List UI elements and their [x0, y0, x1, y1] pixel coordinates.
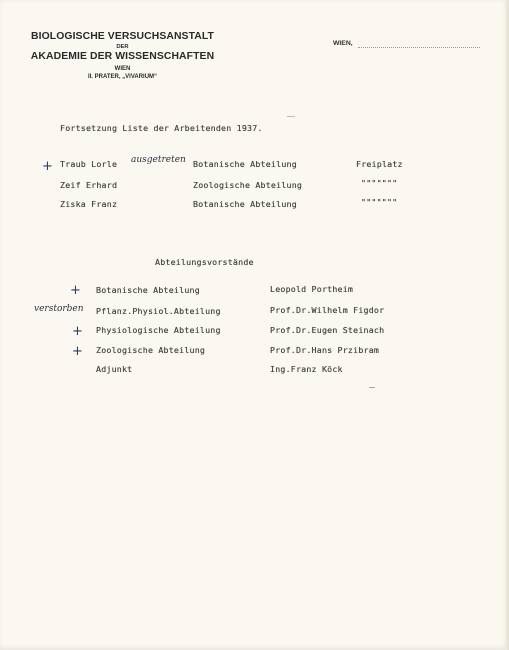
- worker-status: Freiplatz: [356, 159, 403, 169]
- list-heading: Fortsetzung Liste der Arbeitenden 1937.: [60, 123, 263, 133]
- pencil-mark: [287, 116, 295, 117]
- date-line: [358, 47, 480, 48]
- paper-edge: [505, 0, 509, 650]
- worker-status: """"""": [361, 178, 398, 188]
- letterhead-line-1: BIOLOGISCHE VERSUCHSANSTALT: [30, 31, 214, 42]
- letterhead: [20, 30, 225, 81]
- worker-department: Zoologische Abteilung: [193, 180, 303, 190]
- worker-department: Botanische Abteilung: [193, 199, 297, 209]
- letterhead-line-3: AKADEMIE DER WISSENSCHAFTEN: [30, 51, 215, 62]
- letterhead-line-2: DER: [116, 44, 129, 50]
- pencil-mark: [369, 387, 375, 388]
- cross-mark-icon: +: [42, 159, 53, 174]
- worker-name: Ziska Franz: [60, 199, 118, 209]
- handwritten-note: verstorben: [34, 304, 84, 314]
- head-department: Pflanz.Physiol.Abteilung: [96, 306, 221, 316]
- head-person: Leopold Portheim: [270, 284, 354, 294]
- head-department: Adjunkt: [96, 364, 133, 374]
- head-department: Physiologische Abteilung: [96, 325, 221, 335]
- worker-status: """"""": [361, 197, 398, 207]
- head-person: Prof.Dr.Hans Przibram: [270, 345, 380, 355]
- section-title: Abteilungsvorstände: [155, 257, 254, 267]
- head-department: Zoologische Abteilung: [96, 345, 206, 355]
- letterhead-line-4: WIEN: [114, 66, 131, 72]
- worker-name: Traub Lorle: [60, 159, 118, 169]
- cross-mark-icon: +: [72, 324, 83, 339]
- place-label: WIEN,: [333, 40, 353, 47]
- head-department: Botanische Abteilung: [96, 285, 200, 295]
- cross-mark-icon: +: [72, 344, 83, 359]
- worker-department: Botanische Abteilung: [193, 159, 297, 169]
- letterhead-address: II. PRATER, „VIVARIUM“: [87, 74, 158, 80]
- worker-name: Zeif Erhard: [60, 180, 118, 190]
- head-person: Prof.Dr.Wilhelm Figdor: [270, 305, 385, 315]
- handwritten-note: ausgetreten: [131, 155, 186, 165]
- head-person: Prof.Dr.Eugen Steinach: [270, 325, 385, 335]
- head-person: Ing.Franz Köck: [270, 364, 343, 374]
- cross-mark-icon: +: [70, 283, 81, 298]
